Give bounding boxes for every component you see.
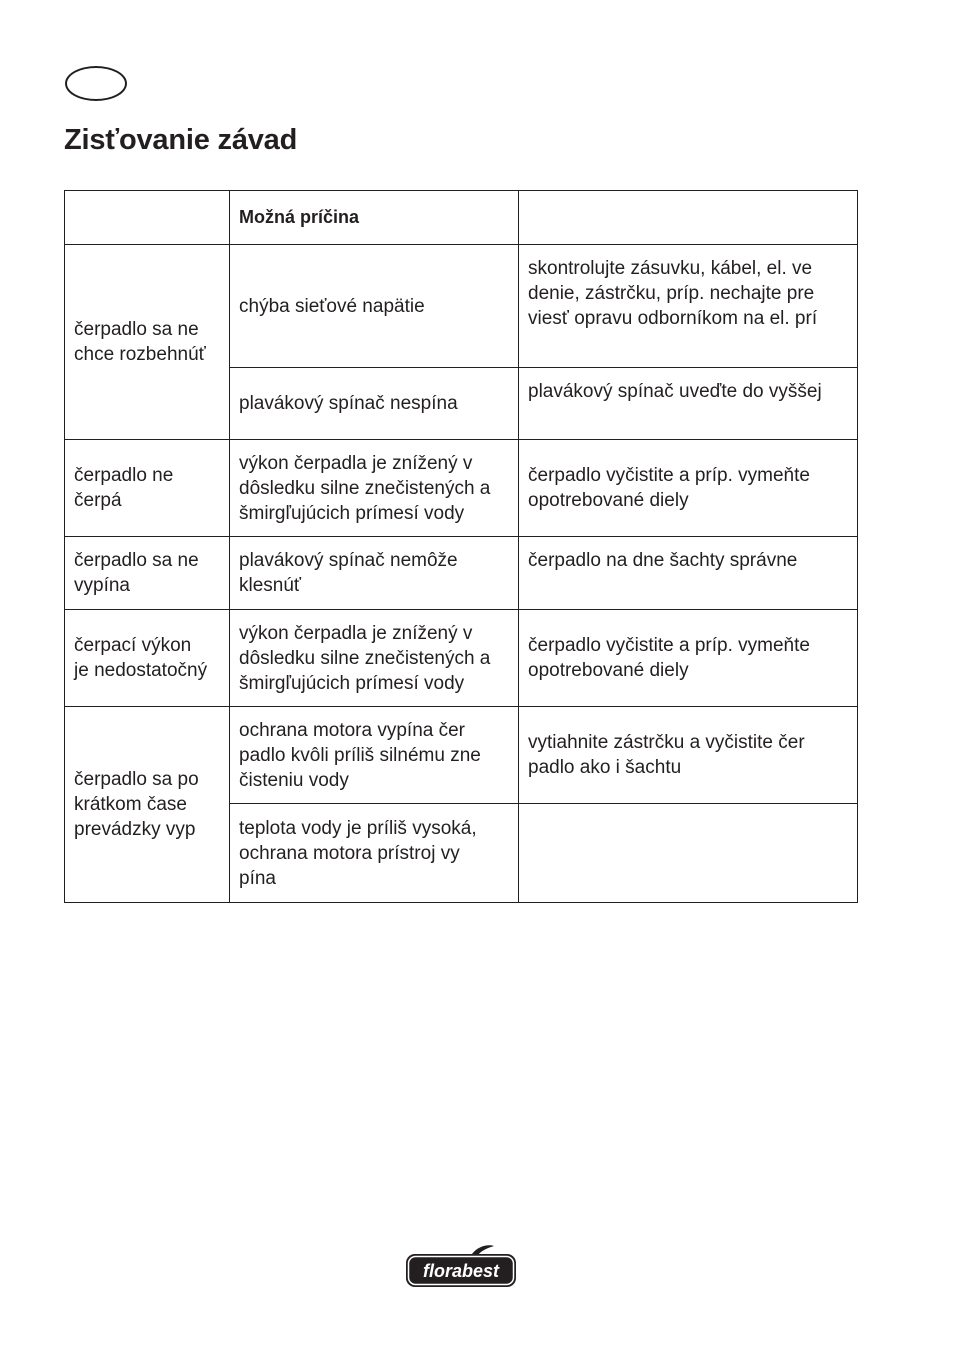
table-header-row (65, 191, 858, 245)
florabest-logo (404, 1244, 518, 1290)
header-cell-problem (65, 191, 230, 245)
logo-text: florabest (422, 1261, 500, 1281)
remedy-cell: vytiahnite zástrčku a vyčistite čer padlo ako i šachtu (519, 707, 858, 804)
remedy-cell: plavákový spínač uveďte do vyššej (519, 368, 858, 440)
cause-cell: chýba sieťové napätie (230, 245, 519, 368)
troubleshooting-table (64, 190, 858, 903)
table-row (65, 537, 858, 610)
table-row (65, 440, 858, 537)
remedy-cell-empty (519, 804, 858, 903)
cause-cell: teplota vody je príliš vysoká, ochrana motora prístroj vy pína (230, 804, 519, 903)
table-row (65, 707, 858, 804)
cause-cell: ochrana motora vypína čer padlo kvôli príliš silnému zne čisteniu vody (230, 707, 519, 804)
problem-cell: čerpací výkon je nedostatočný (65, 610, 230, 707)
table-row (65, 245, 858, 368)
country-code-oval (65, 66, 127, 101)
header-cell-remedy (519, 191, 858, 245)
problem-cell: čerpadlo sa ne chce rozbehnúť (65, 245, 230, 440)
remedy-cell: čerpadlo vyčistite a príp. vymeňte opotrebované diely (519, 610, 858, 707)
header-cell-cause: Možná príčina (230, 191, 519, 245)
remedy-cell: čerpadlo vyčistite a príp. vymeňte opotrebované diely (519, 440, 858, 537)
remedy-cell: čerpadlo na dne šachty správne (519, 537, 858, 610)
remedy-cell: skontrolujte zásuvku, kábel, el. ve denie, zástrčku, príp. nechajte pre viesť opravu odborníkom na el. prí (519, 245, 858, 368)
cause-cell: výkon čerpadla je znížený v dôsledku silne znečistených a šmirgľujúcich prímesí vody (230, 610, 519, 707)
cause-cell: výkon čerpadla je znížený v dôsledku silne znečistených a šmirgľujúcich prímesí vody (230, 440, 519, 537)
cause-cell: plavákový spínač nemôže klesnúť (230, 537, 519, 610)
leaf-icon (472, 1245, 494, 1255)
problem-cell: čerpadlo sa po krátkom čase prevádzky vyp (65, 707, 230, 903)
cause-cell: plavákový spínač nespína (230, 368, 519, 440)
table-row (65, 610, 858, 707)
problem-cell: čerpadlo ne čerpá (65, 440, 230, 537)
page-title: Zisťovanie závad (64, 124, 298, 156)
problem-cell: čerpadlo sa ne vypína (65, 537, 230, 610)
